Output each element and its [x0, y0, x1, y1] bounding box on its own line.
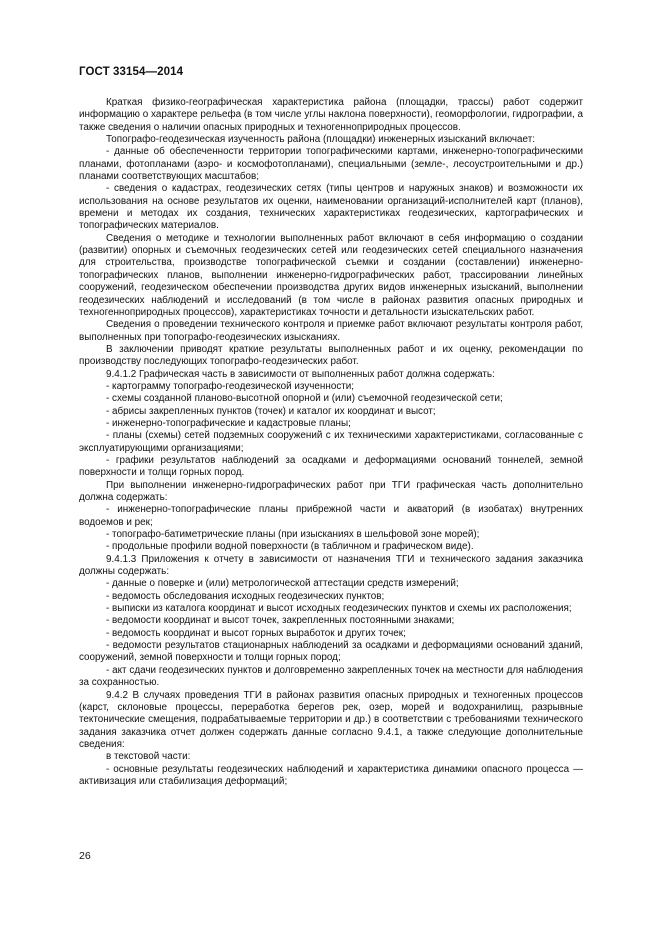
list-item: - данные об обеспеченности территории топографическими картами, инженерно-топографическими планами, фотопланами (аэро- и космофотопланами), специальными (земле-, лесоустроительными и др.) планами соответствующих масштабов; [79, 146, 583, 183]
list-item: - инженерно-топографические и кадастровые планы; [106, 417, 351, 429]
list-item: - сведения о кадастрах, геодезических сетях (типы центров и наружных знаков) и возможности их использования на основе результатов их оценки, наименовании организаций-исполнителей карт (планов), времени и методах их создания, технических характеристиках геодезических, картографических и топографических материалов. [79, 183, 583, 232]
list-item: - основные результаты геодезических наблюдений и характеристика динамики опасного процесса — активизация или стабилизация деформаций; [79, 763, 583, 787]
paragraph: При выполнении инженерно-гидрографических работ при ТГИ графическая часть дополнительно должна содержать: [79, 479, 583, 503]
paragraph: В заключении приводят краткие результаты выполненных работ и их оценку, рекомендации по производству последующих топографо-геодезических работ. [79, 343, 583, 368]
list-item: - планы (схемы) сетей подземных сооружений с их техническими характеристиками, согласованные с эксплуатирующими организациями; [79, 430, 583, 454]
clause-heading: 9.4.2 В случаях проведения ТГИ в районах развития опасных природных и техногенных процессов (карст, склоновые процессы, переработка берегов рек, озер, морей и водохранилищ, разрывные тектонические смещения, подрабатываемые территории и др.) в соответствии с требованиями технического задания заказчика отчет должен содержать данные согласно 9.4.1, а также следующие дополнительные сведения: [79, 689, 583, 750]
clause-heading: 9.4.1.3 Приложения к отчету в зависимости от назначения ТГИ и технического задания заказчика должны содержать: [79, 553, 583, 578]
document-body [79, 97, 583, 788]
list-item: - данные о поверке и (или) метрологической аттестации средств измерений; [106, 578, 459, 590]
list-item: - акт сдачи геодезических пунктов и долговременно закрепленных точек на местности для наблюдения за сохранностью. [79, 664, 583, 689]
page-number: 26 [79, 850, 91, 862]
page-header-title: ГОСТ 33154—2014 [79, 66, 184, 78]
paragraph: в текстовой части: [106, 751, 191, 763]
list-item: - графики результатов наблюдений за осадками и деформациями оснований тоннелей, земной поверхности и толщи горных пород. [79, 454, 583, 479]
paragraph: Сведения о проведении технического контроля и приемке работ включают результаты контроля работ, выполненных при топографо-геодезических изысканиях. [79, 319, 583, 343]
paragraph: Сведения о методике и технологии выполненных работ включают в себя информацию о создании (развитии) опорных и съемочных геодезических сетей или геодезических сетей специального назначения для строительства, производстве топографической съемки и создании (составлении) инженерно-топографических планов, выполнении инженерно-гидрографических работ, трассировании линейных сооружений, геодезическом обеспечении производства других видов инженерных изысканий, выполнении геодезических наблюдений и исследований (в том числе в районах развития опасных природных и техногенноприродных процессов), характеристиках точности и детальности изыскательских работ. [79, 232, 583, 318]
list-item: - инженерно-топографические планы прибрежной части и акваторий (в изобатах) внутренних водоемов и рек; [79, 504, 583, 528]
clause-heading: 9.4.1.2 Графическая часть в зависимости от выполненных работ должна содержать: [106, 368, 495, 380]
list-item: - ведомости координат и высот точек, закрепленных постоянными знаками; [106, 615, 455, 627]
list-item: - топографо-батиметрические планы (при изысканиях в шельфовой зоне морей); [106, 529, 480, 541]
paragraph: Краткая физико-географическая характеристика района (площадки, трассы) работ содержит информацию о характере рельефа (в том числе углы наклона поверхности), геоморфологии, гидрографии, а также сведения о наличии опасных природных и техногенноприродных процессов. [79, 97, 583, 133]
list-item: - продольные профили водной поверхности (в табличном и графическом виде). [106, 541, 474, 553]
list-item: - ведомость обследования исходных геодезических пунктов; [106, 590, 385, 602]
list-item: - ведомость координат и высот горных выработок и других точек; [106, 627, 406, 639]
list-item: - выписки из каталога координат и высот исходных геодезических пунктов и схемы их расположения; [106, 603, 572, 615]
paragraph: Топографо-геодезическая изученность района (площадки) инженерных изысканий включает: [106, 134, 535, 146]
list-item: - картограмму топографо-геодезической изученности; [106, 380, 355, 392]
list-item: - схемы созданной планово-высотной опорной и (или) съемочной геодезической сети; [106, 393, 503, 405]
list-item: - ведомости результатов стационарных наблюдений за осадками и деформациями оснований зданий, сооружений, земной поверхности и толщи горных пород; [79, 640, 583, 664]
list-item: - абрисы закрепленных пунктов (точек) и каталог их координат и высот; [106, 405, 436, 417]
